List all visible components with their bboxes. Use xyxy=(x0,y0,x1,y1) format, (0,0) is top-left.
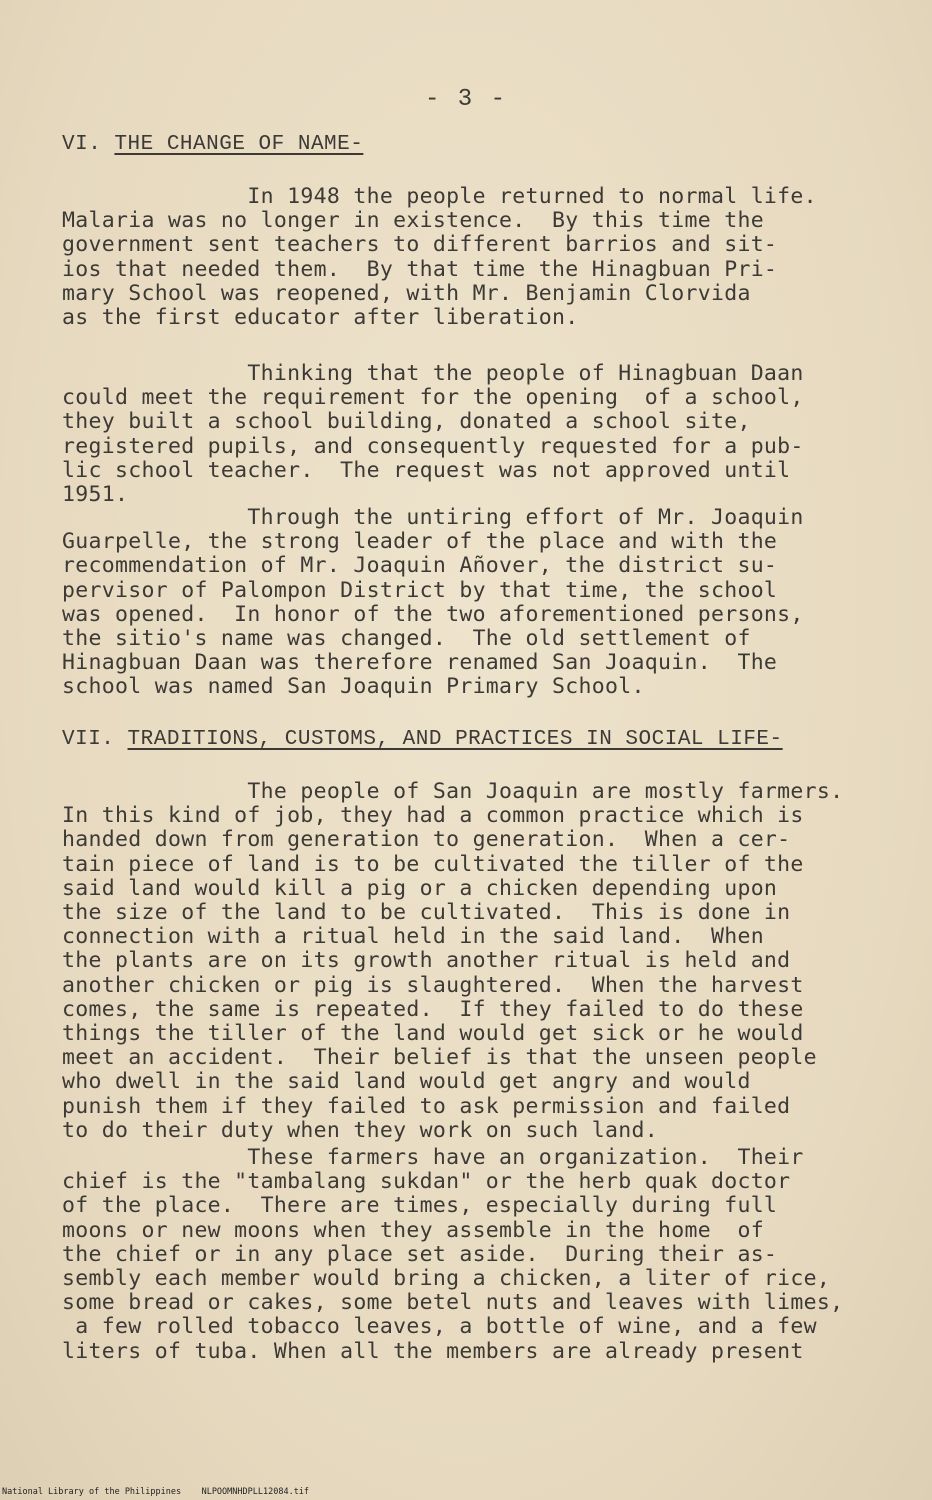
section-title: TRADITIONS, CUSTOMS, AND PRACTICES IN SOCIAL LIFE- xyxy=(127,728,783,751)
archive-footer: National Library of the Philippines NLPOOMNHDPLL12084.tif xyxy=(2,1487,310,1497)
section-number: VII. xyxy=(62,728,115,751)
section-number: VI. xyxy=(62,133,102,156)
section-heading-vi xyxy=(62,133,363,156)
paragraph: These farmers have an organization. Their chief is the "tambalang sukdan" or the herb quak doctor of the place. There are times, especially during full moons or new moons when they assemble in the home of the chief or in any place set aside. During their as- sembly each member would bring a chicken, a liter of rice, some bread or cakes, some betel nuts and leaves with limes, a few rolled tobacco leaves, a bottle of wine, and a few liters of tuba. When all the members are already present xyxy=(62,1145,844,1364)
paragraph: Through the untiring effort of Mr. Joaquin Guarpelle, the strong leader of the place and with the recommendation of Mr. Joaquin Añover, the district su- pervisor of Palompon District by that time, the school was opened. In honor of the two aforementioned persons, the sitio's name was changed. The old settlement of Hinagbuan Daan was therefore renamed San Joaquin. The school was named San Joaquin Primary School. xyxy=(62,505,804,700)
paragraph: In 1948 the people returned to normal life. Malaria was no longer in existence. By this time the government sent teachers to different barrios and sit- ios that needed them. By that time the Hinagbuan Pri- mary School was reopened, with Mr. Benjamin Clorvida as the first educator after liberation. xyxy=(62,184,817,331)
paragraph: The people of San Joaquin are mostly farmers. In this kind of job, they had a common practice which is handed down from generation to generation. When a cer- tain piece of land is to be cultivated the tiller of the said land would kill a pig or a chicken depending upon the size of the land to be cultivated. This is done in connection with a ritual held in the said land. When the plants are on its growth another ritual is held and another chicken or pig is slaughtered. When the harvest comes, the same is repeated. If they failed to do these things the tiller of the land would get sick or he would meet an accident. Their belief is that the unseen people who dwell in the said land would get angry and would punish them if they failed to ask permission and failed to do their duty when they work on such land. xyxy=(62,779,844,1143)
page-number: - 3 - xyxy=(424,86,507,113)
section-heading-vii xyxy=(62,728,783,751)
section-title: THE CHANGE OF NAME- xyxy=(114,133,364,156)
paragraph: Thinking that the people of Hinagbuan Daan could meet the requirement for the opening of a school, they built a school building, donated a school site, registered pupils, and consequently requested for a pub- lic school teacher. The request was not approved until 1951. xyxy=(62,361,804,508)
